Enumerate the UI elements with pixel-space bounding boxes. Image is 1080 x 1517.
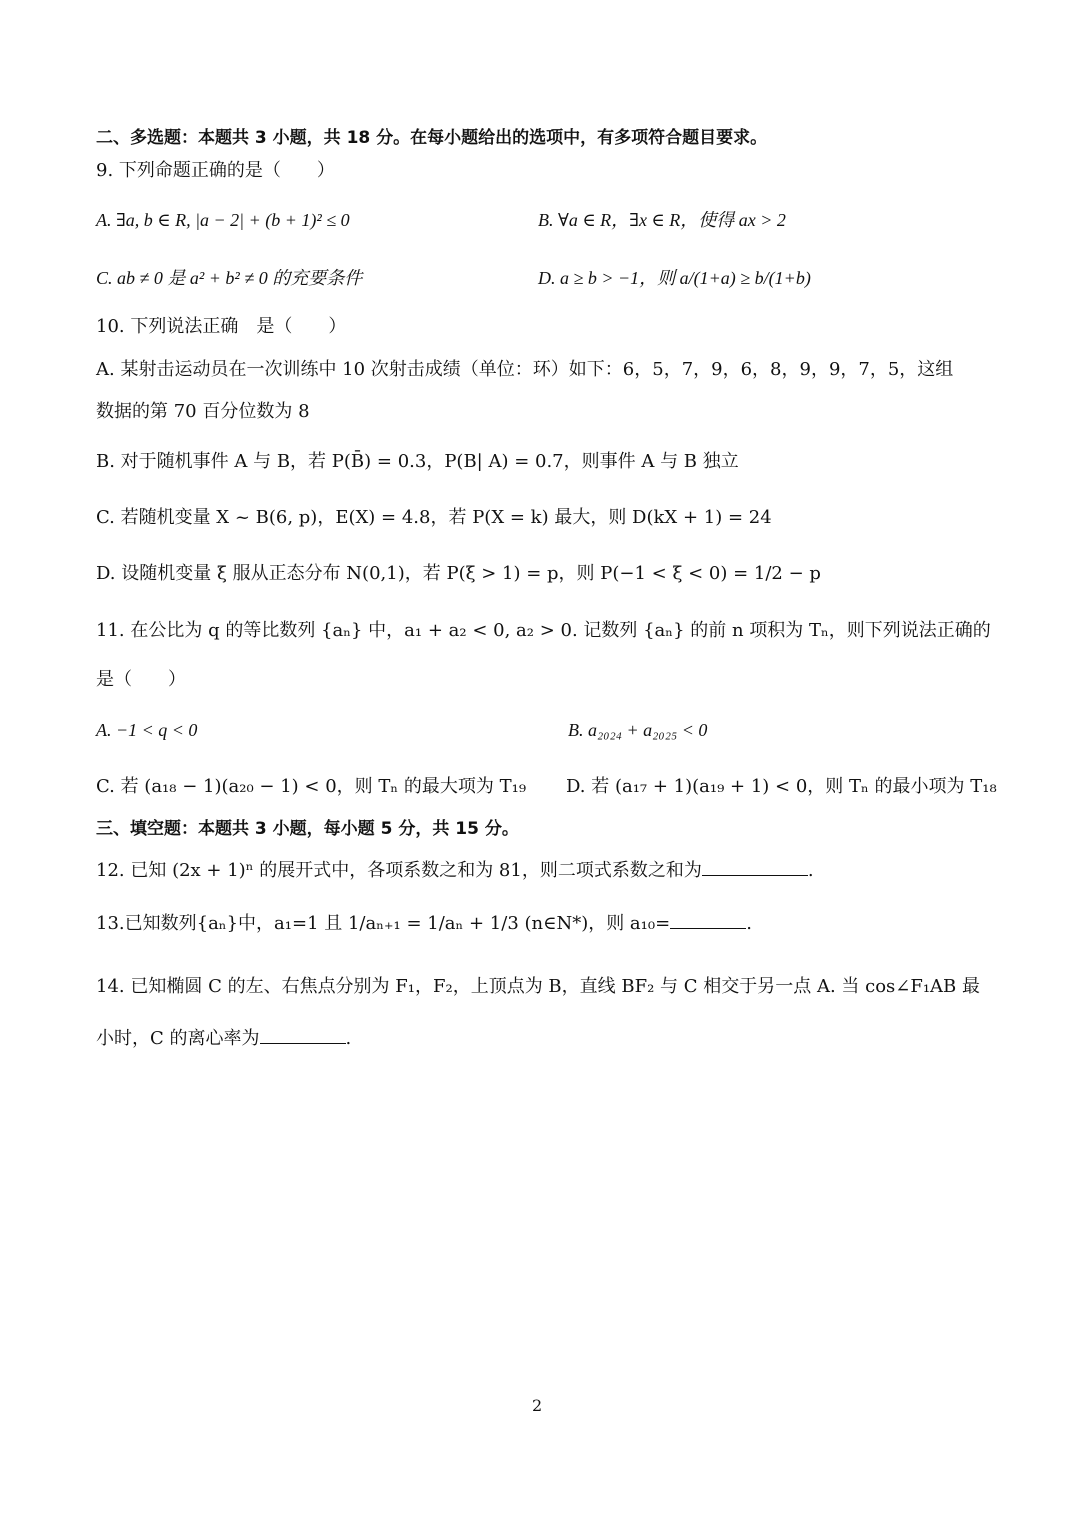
q14-line2 <box>96 1025 351 1051</box>
q10-option-a-line1: A. 某射击运动员在一次训练中 10 次射击成绩（单位：环）如下：6，5，7，9，6，8，9，9，7，5，这组 <box>96 359 954 380</box>
q10-stem: 10. 下列说法正确 是（ ） <box>96 316 347 337</box>
q9-option-c: C. ab ≠ 0 是 a² + b² ≠ 0 的充要条件 <box>96 268 363 288</box>
q11-option-c: C. 若 (a₁₈ − 1)(a₂₀ − 1) < 0，则 Tₙ 的最大项为 T₁₉ <box>96 776 527 797</box>
section-2-heading: 二、多选题：本题共 3 小题，共 18 分。在每小题给出的选项中，有多项符合题目要求。 <box>96 128 768 148</box>
q9-option-b: B. ∀a ∈ R，∃x ∈ R，使得 ax > 2 <box>538 210 786 230</box>
q13 <box>96 910 752 936</box>
q12-text: 12. 已知 (2x + 1)ⁿ 的展开式中，各项系数之和为 81，则二项式系数之和为 <box>96 860 702 881</box>
q10-option-c: C. 若随机变量 X ~ B(6, p)，E(X) = 4.8，若 P(X = k) 最大，则 D(kX + 1) = 24 <box>96 507 772 528</box>
q10-option-a-line2: 数据的第 70 百分位数为 8 <box>96 401 310 422</box>
q14-text: 小时，C 的离心率为 <box>96 1028 260 1049</box>
q9-option-d: D. a ≥ b > −1，则 a/(1+a) ≥ b/(1+b) <box>538 268 811 288</box>
q11-stem-line1: 11. 在公比为 q 的等比数列 {aₙ} 中，a₁ + a₂ < 0, a₂ > 0. 记数列 {aₙ} 的前 n 项积为 Tₙ，则下列说法正确的 <box>96 620 991 641</box>
q12 <box>96 857 814 883</box>
q11-option-b: B. a₂₀₂₄ + a₂₀₂₅ < 0 <box>568 720 708 740</box>
section-3-heading: 三、填空题：本题共 3 小题，每小题 5 分，共 15 分。 <box>96 819 519 839</box>
q10-option-d: D. 设随机变量 ξ 服从正态分布 N(0,1)，若 P(ξ > 1) = p，则 P(−1 < ξ < 0) = 1/2 − p <box>96 563 821 584</box>
q9-stem: 9. 下列命题正确的是（ ） <box>96 160 335 181</box>
q13-text: 13.已知数列{aₙ}中，a₁=1 且 1/aₙ₊₁ = 1/aₙ + 1/3 (n∈N*)，则 a₁₀= <box>96 913 671 934</box>
page-number: 2 <box>532 1396 543 1415</box>
q11-stem-line2: 是（ ） <box>96 669 186 690</box>
q14-answer-blank <box>260 1025 346 1044</box>
q13-answer-blank <box>670 910 746 929</box>
q12-answer-blank <box>702 857 808 876</box>
q11-option-a: A. −1 < q < 0 <box>96 720 198 740</box>
q11-option-d: D. 若 (a₁₇ + 1)(a₁₉ + 1) < 0，则 Tₙ 的最小项为 T₁₈ <box>566 776 997 797</box>
q9-option-a: A. ∃a, b ∈ R, |a − 2| + (b + 1)² ≤ 0 <box>96 210 350 230</box>
q14-line1: 14. 已知椭圆 C 的左、右焦点分别为 F₁，F₂，上顶点为 B，直线 BF₂ 与 C 相交于另一点 A. 当 cos∠F₁AB 最 <box>96 976 981 997</box>
q14-end: . <box>345 1028 352 1049</box>
q10-option-b: B. 对于随机事件 A 与 B，若 P(B̄) = 0.3，P(B| A) = 0.7，则事件 A 与 B 独立 <box>96 451 739 472</box>
q13-end: . <box>746 913 752 934</box>
q12-end: . <box>807 860 814 881</box>
